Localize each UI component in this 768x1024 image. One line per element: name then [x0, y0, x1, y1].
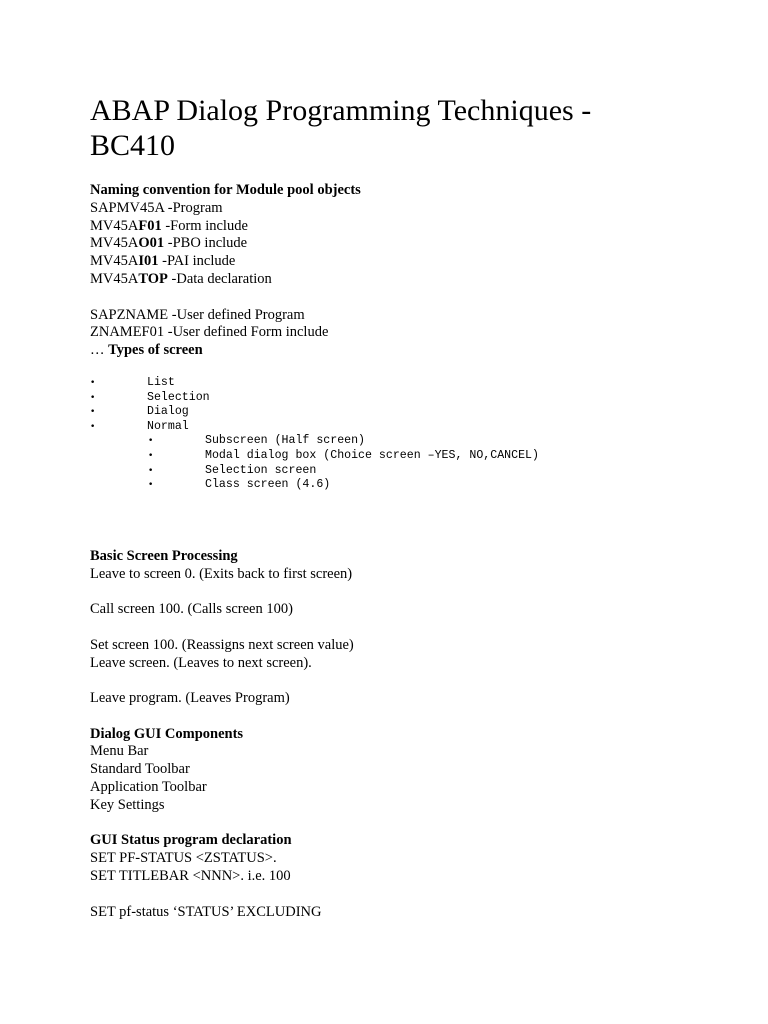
types-heading-line — [90, 342, 730, 360]
sub-list-item: • Selection screen — [148, 463, 317, 477]
status-line: SET TITLEBAR <NNN>. i.e. 100 — [90, 868, 291, 885]
bullet-icon: • — [148, 450, 154, 461]
gui-item: Standard Toolbar — [90, 761, 190, 778]
document-title — [90, 93, 730, 163]
spacer — [90, 886, 730, 904]
types-list — [90, 376, 730, 493]
bullet-icon: • — [148, 465, 154, 476]
basic-line: Leave to screen 0. (Exits back to first screen) — [90, 565, 353, 582]
spacer — [90, 619, 730, 637]
status-line: SET PF-STATUS <ZSTATUS>. — [90, 850, 277, 867]
bullet-icon: • — [90, 377, 96, 388]
list-item: • List — [90, 375, 175, 389]
title-line-2: BC410 — [90, 129, 176, 162]
bullet-icon: • — [90, 421, 96, 432]
naming-heading: Naming convention for Module pool objects — [90, 182, 361, 198]
sub-list-item: • Class screen (4.6) — [148, 478, 331, 492]
bullet-icon: • — [90, 392, 96, 403]
naming-item: MV45AO01 -PBO include — [90, 235, 248, 252]
basic-line: Set screen 100. (Reassigns next screen value) — [90, 636, 354, 653]
bullet-icon: • — [148, 436, 154, 447]
list-item: • Normal — [90, 419, 189, 433]
spacer — [90, 708, 730, 726]
gui-item: Application Toolbar — [90, 779, 207, 796]
user-defined-item: ZNAMEF01 -User defined Form include — [90, 324, 329, 341]
document-page — [90, 93, 730, 921]
gui-item: Menu Bar — [90, 743, 149, 760]
naming-section — [90, 182, 730, 360]
gui-item: Key Settings — [90, 796, 165, 813]
basic-line: Leave screen. (Leaves to next screen). — [90, 654, 312, 671]
basic-processing-section — [90, 548, 730, 922]
naming-item: MV45ATOP -Data declaration — [90, 270, 272, 287]
spacer — [90, 672, 730, 690]
basic-heading: Basic Screen Processing — [90, 547, 238, 564]
sub-list-item: • Modal dialog box (Choice screen –YES, NO,CANCEL) — [148, 448, 539, 462]
sub-list-item: • Subscreen (Half screen) — [148, 434, 366, 448]
status-heading: GUI Status program declaration — [90, 832, 292, 849]
naming-item: MV45AI01 -PAI include — [90, 253, 236, 270]
types-heading: Types of screen — [108, 342, 203, 359]
bullet-icon: • — [90, 407, 96, 418]
status-line: SET pf-status ‘STATUS’ EXCLUDING — [90, 903, 322, 920]
spacer — [90, 289, 730, 307]
list-item: • Selection — [90, 390, 210, 404]
basic-line: Leave program. (Leaves Program) — [90, 690, 290, 707]
basic-line: Call screen 100. (Calls screen 100) — [90, 601, 293, 618]
spacer — [90, 583, 730, 601]
naming-item: MV45AF01 -Form include — [90, 217, 248, 234]
title-line-1: ABAP Dialog Programming Techniques - — [90, 94, 592, 127]
gui-heading: Dialog GUI Components — [90, 725, 244, 742]
bullet-icon: • — [148, 480, 154, 491]
user-defined-item: SAPZNAME -User defined Program — [90, 306, 305, 323]
list-item: • Dialog — [90, 405, 189, 419]
ellipsis: … — [90, 342, 109, 359]
spacer — [90, 815, 730, 833]
naming-item: SAPMV45A -Program — [90, 199, 223, 216]
